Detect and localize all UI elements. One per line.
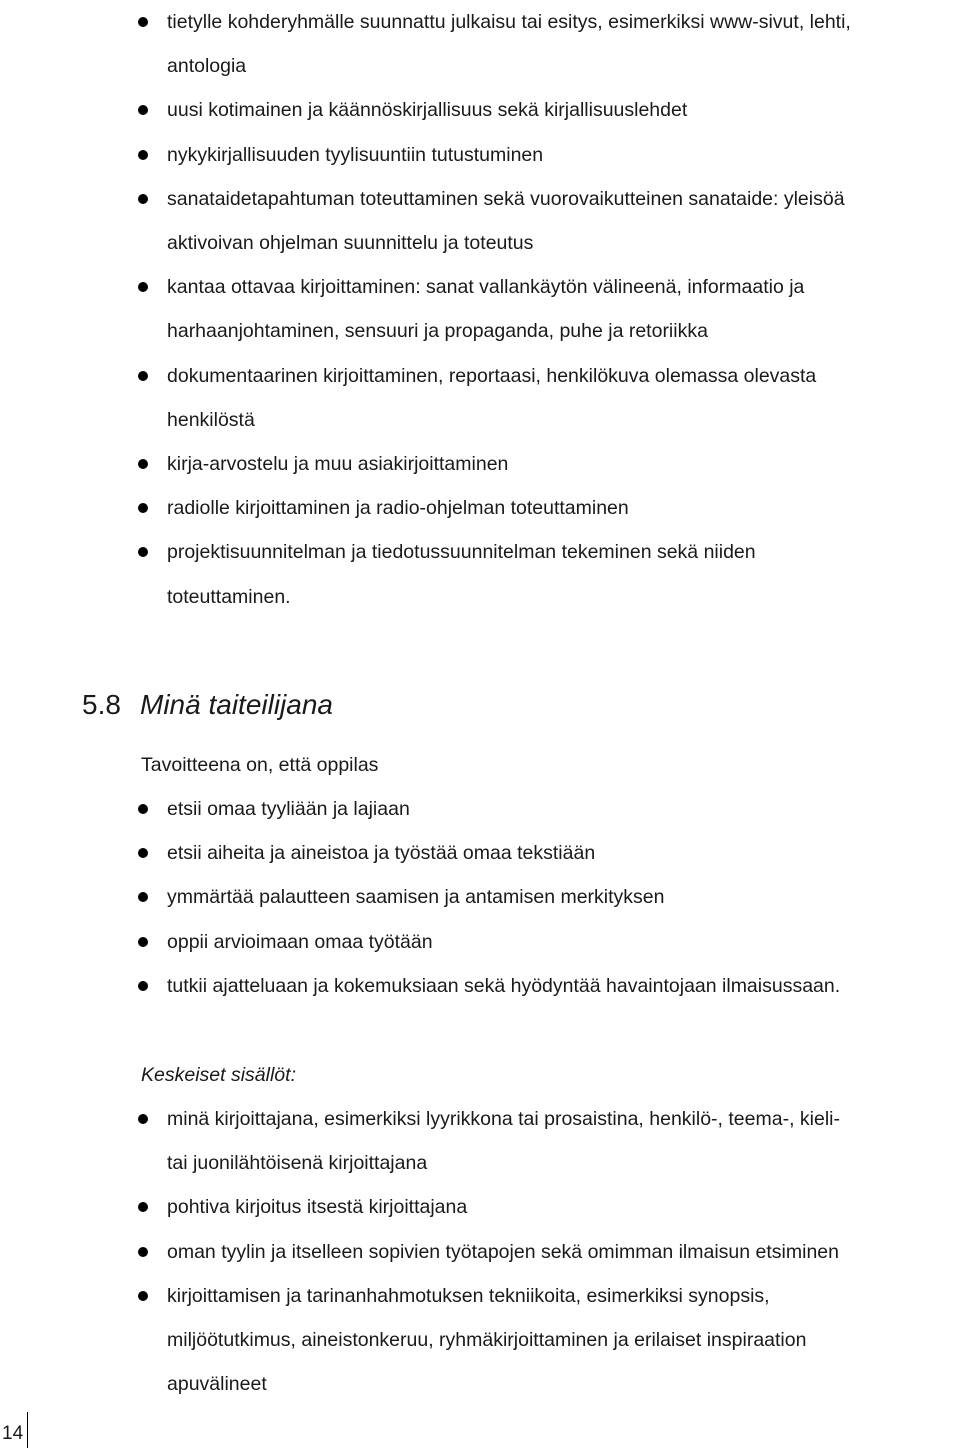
list-item (138, 920, 953, 964)
bullet-icon (138, 194, 148, 204)
list-item (138, 1185, 953, 1229)
list-item (138, 530, 953, 618)
list-item-line: minä kirjoittajana, esimerkiksi lyyrikkona tai prosaistina, henkilö-, teema-, kieli- (167, 1108, 840, 1130)
list-item (138, 875, 953, 919)
list-item-line: apuvälineet (167, 1373, 267, 1396)
list-item (138, 88, 953, 132)
section-heading (82, 683, 333, 727)
bullet-icon (138, 459, 148, 469)
list-item (138, 787, 953, 831)
list-item (138, 1097, 953, 1185)
list-item-line: aktivoivan ohjelman suunnittelu ja toteutus (167, 232, 534, 255)
bullet-icon (138, 1202, 148, 1212)
bullet-icon (138, 105, 148, 115)
contents-bullet-list (138, 1097, 953, 1406)
bullet-icon (138, 282, 148, 292)
list-item-line: etsii omaa tyyliään ja lajiaan (167, 798, 410, 820)
list-item-line: antologia (167, 55, 247, 78)
list-item-line: uusi kotimainen ja käännöskirjallisuus sekä kirjallisuuslehdet (167, 99, 688, 122)
goals-bullet-list (138, 787, 953, 1008)
list-item-line: kirjoittamisen ja tarinanhahmotuksen tekniikoita, esimerkiksi synopsis, (167, 1284, 770, 1307)
bullet-icon (138, 1291, 148, 1301)
list-item-line: ymmärtää palautteen saamisen ja antamisen merkityksen (167, 886, 665, 909)
bullet-icon (138, 804, 148, 814)
list-item-line: oman tyylin ja itselleen sopivien työtapojen sekä omimman ilmaisun etsiminen (167, 1240, 839, 1263)
list-item-line: tietylle kohderyhmälle suunnattu julkaisu tai esitys, esimerkiksi www-sivut, lehti, (167, 11, 851, 33)
margin-rule (27, 1412, 28, 1448)
list-item (138, 265, 953, 353)
list-item (138, 177, 953, 265)
contents-heading: Keskeiset sisällöt: (141, 1064, 296, 1086)
page-number: 14 (2, 1423, 24, 1444)
list-item-line: etsii aiheita ja aineistoa ja työstää omaa tekstiään (167, 842, 596, 865)
list-item-line: nykykirjallisuuden tyylisuuntiin tutustuminen (167, 143, 544, 166)
list-item (138, 1274, 953, 1407)
top-bullet-list (138, 0, 953, 619)
list-item-line: kantaa ottavaa kirjoittaminen: sanat vallankäytön välineenä, informaatio ja (167, 276, 805, 299)
list-item-line: sanataidetapahtuman toteuttaminen sekä vuorovaikutteinen sanataide: yleisöä (167, 187, 845, 210)
goals-intro: Tavoitteena on, että oppilas (141, 754, 379, 776)
list-item-line: kirja-arvostelu ja muu asiakirjoittaminen (167, 453, 509, 476)
list-item (138, 354, 953, 442)
list-item (138, 442, 953, 486)
bullet-icon (138, 150, 148, 160)
list-item-line: oppii arvioimaan omaa työtään (167, 930, 433, 953)
bullet-icon (138, 371, 148, 381)
list-item-line: tai juonilähtöisenä kirjoittajana (167, 1152, 428, 1175)
list-item (138, 486, 953, 530)
section-number: 5.8 (82, 689, 121, 720)
list-item (138, 964, 953, 1008)
list-item (138, 133, 953, 177)
list-item (138, 0, 953, 88)
list-item-line: pohtiva kirjoitus itsestä kirjoittajana (167, 1196, 468, 1219)
list-item-line: projektisuunnitelman ja tiedotussuunnitelman tekeminen sekä niiden (167, 541, 756, 564)
bullet-icon (138, 17, 148, 27)
list-item-line: dokumentaarinen kirjoittaminen, reportaasi, henkilökuva olemassa olevasta (167, 364, 817, 387)
list-item-line: toteuttaminen. (167, 585, 291, 608)
list-item-line: radiolle kirjoittaminen ja radio-ohjelman toteuttaminen (167, 497, 629, 520)
bullet-icon (138, 1247, 148, 1257)
list-item (138, 1230, 953, 1274)
bullet-icon (138, 937, 148, 947)
list-item-line: miljöötutkimus, aineistonkeruu, ryhmäkirjoittaminen ja erilaiset inspiraation (167, 1329, 807, 1352)
list-item (138, 831, 953, 875)
section-title: Minä taiteilijana (140, 689, 333, 720)
list-item-line: tutkii ajatteluaan ja kokemuksiaan sekä hyödyntää havaintojaan ilmaisussaan. (167, 974, 841, 997)
bullet-icon (138, 503, 148, 513)
bullet-icon (138, 981, 148, 991)
bullet-icon (138, 892, 148, 902)
list-item-line: henkilöstä (167, 408, 255, 431)
list-item-line: harhaanjohtaminen, sensuuri ja propaganda, puhe ja retoriikka (167, 320, 708, 343)
bullet-icon (138, 547, 148, 557)
bullet-icon (138, 848, 148, 858)
bullet-icon (138, 1114, 148, 1124)
